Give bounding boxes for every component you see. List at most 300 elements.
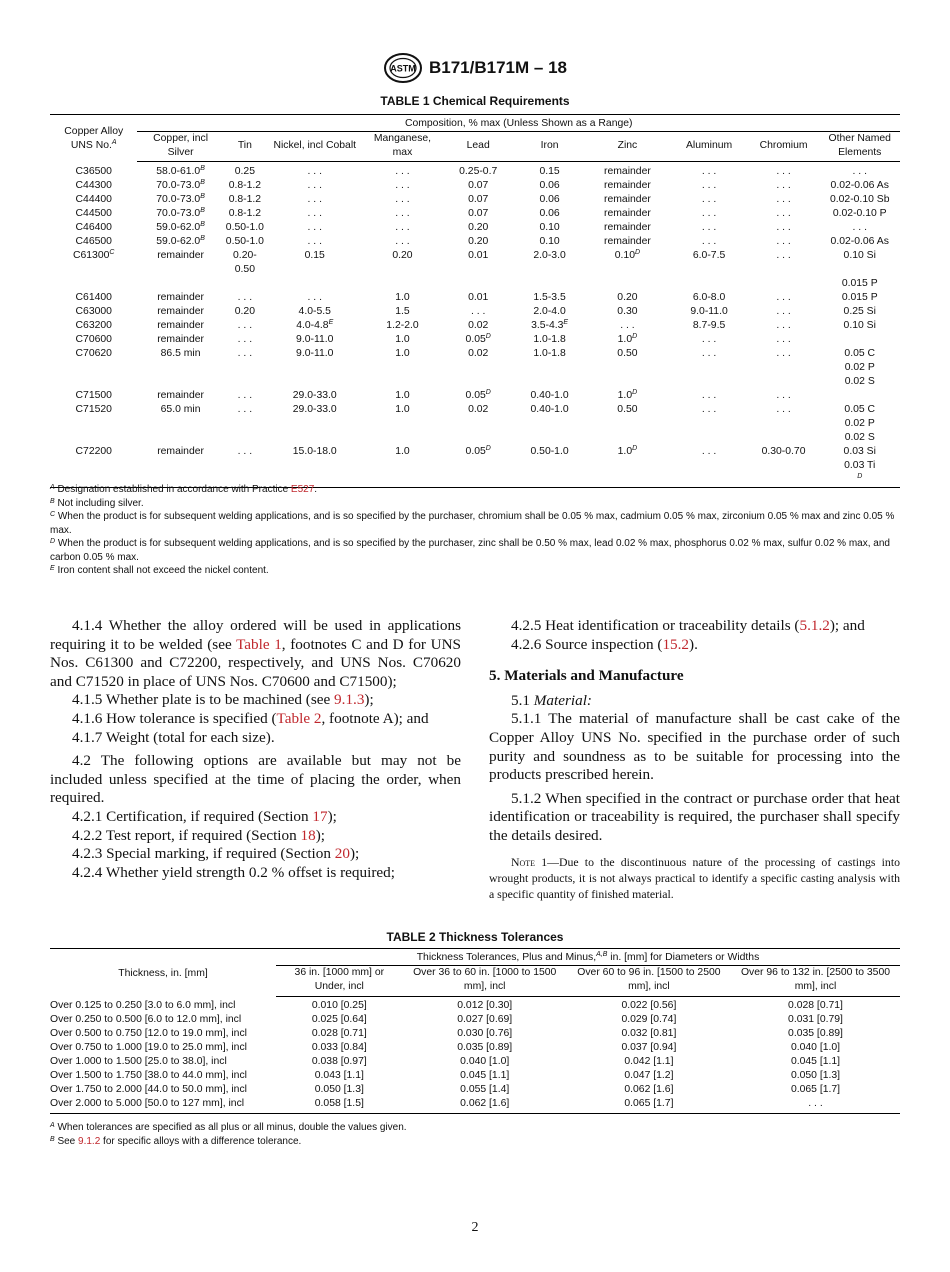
table1-cell: . . .	[237, 320, 253, 331]
table1-cell	[584, 417, 670, 431]
table1-cell	[671, 375, 748, 389]
alloy-cell: C71500	[75, 390, 112, 401]
table1-cell: remainder	[157, 334, 204, 345]
table1-cell	[748, 431, 820, 445]
table1-cell: 0.20	[468, 222, 489, 233]
table1-alloy-header: Copper Alloy UNS No.$^A$	[50, 115, 137, 162]
table1-cell: 0.02 P	[844, 362, 875, 373]
table1-cell: . . .	[701, 236, 717, 247]
table1-cell: 0.25 Si	[843, 306, 876, 317]
table1-cell: 2.0-4.0	[533, 306, 566, 317]
table2-thickness-header: Thickness, in. [mm]	[50, 949, 276, 997]
right-text-column	[489, 617, 900, 902]
table1-cell: 0.03 Ti	[844, 460, 876, 471]
table1-cell: 1.0-1.8	[533, 334, 566, 345]
table1-cell	[266, 361, 363, 375]
table1-col-header: Other Named Elements	[819, 132, 900, 162]
table1-cell	[671, 361, 748, 375]
table1-cell: . . .	[776, 194, 791, 205]
tolerance-cell: 0.062 [1.6]	[403, 1097, 567, 1114]
left-paragraph	[50, 827, 461, 846]
table1-cell: . . .	[776, 348, 791, 359]
table1-cell: 0.30	[617, 306, 638, 317]
tolerance-cell: 0.035 [0.89]	[457, 1042, 513, 1053]
table1-row	[50, 333, 900, 347]
table1-cell: remainder	[157, 250, 204, 261]
alloy-cell: C44500	[75, 208, 112, 219]
table1-row	[50, 347, 900, 361]
table1-col-header: Aluminum	[671, 132, 748, 162]
alloy-cell	[50, 431, 137, 445]
footnote-key: C	[50, 511, 56, 518]
table1-cell: 0.50-1.0	[530, 446, 569, 457]
tolerance-cell: . . .	[731, 1097, 900, 1114]
table1-row	[50, 291, 900, 305]
table1-cell: . . .	[237, 390, 253, 401]
table1-cell: $4.0-4.8^E$	[296, 319, 334, 331]
table1-cell: . . .	[852, 166, 867, 177]
table1-cell: 0.02-0.06 As	[830, 236, 889, 247]
tolerance-cell: 0.025 [0.64]	[311, 1014, 367, 1025]
alloy-cell	[50, 459, 137, 473]
tolerance-cell: 0.065 [1.7]	[790, 1084, 841, 1095]
table1-cell: remainder	[604, 222, 651, 233]
thickness-tolerances-table	[50, 948, 900, 1114]
table1-cell: 0.05 C	[844, 348, 876, 359]
table1-cell: remainder	[157, 446, 204, 457]
thickness-range-cell: Over 2.000 to 5.000 [50.0 to 127 mm], incl	[50, 1097, 276, 1114]
text-run: 4.2 The following options are available but may not be included unless specified at the time of placing the order, when required.	[50, 752, 461, 807]
table1-cell: 9.0-11.0	[296, 334, 334, 345]
table1-cell	[515, 361, 585, 375]
alloy-cell: C46500	[75, 236, 112, 247]
tolerance-cell: 0.022 [0.56]	[621, 1000, 677, 1011]
alloy-cell: C36500	[75, 165, 112, 177]
tolerance-cell: 0.012 [0.30]	[457, 1000, 513, 1011]
footnote-ref: E	[563, 319, 569, 326]
table1-cell: 0.40-1.0	[530, 404, 569, 415]
left-paragraph	[50, 617, 461, 691]
table1-cell: . . .	[307, 180, 322, 191]
table2-col-header: 36 in. [1000 mm] or Under, incl	[276, 966, 403, 997]
thickness-range-cell: Over 1.000 to 1.500 [25.0 to 38.0], incl	[50, 1056, 227, 1067]
table2-footnotes	[50, 1121, 900, 1148]
table1-cell: . . .	[237, 348, 253, 359]
chemical-requirements-table	[50, 114, 900, 488]
table1-cell: . . .	[395, 222, 410, 233]
cross-reference-link[interactable]: 9.1.3	[334, 691, 365, 709]
footnote-text-after: .	[314, 484, 318, 495]
table1-cell: . . .	[776, 306, 791, 317]
table1-cell: . . .	[701, 208, 717, 219]
table1-cell: . . .	[237, 446, 253, 457]
footnote-ref: C	[109, 249, 115, 256]
table1-cell: 0.20	[617, 292, 638, 303]
thickness-range-cell: Over 1.750 to 2.000 [44.0 to 50.0 mm], incl	[50, 1084, 247, 1095]
table1-cell	[515, 431, 585, 445]
footnote	[50, 1121, 900, 1135]
tolerance-cell: 0.032 [0.81]	[621, 1028, 677, 1039]
thickness-range-cell: Over 0.500 to 0.750 [12.0 to 19.0 mm], incl	[50, 1028, 247, 1039]
tolerance-cell: 0.040 [1.0]	[460, 1056, 510, 1067]
table2-row	[50, 1027, 900, 1041]
tolerance-cell: 0.028 [0.71]	[788, 1000, 843, 1011]
table1-caption: TABLE 1 Chemical Requirements	[380, 94, 570, 108]
table1-cell: remainder	[604, 194, 651, 205]
left-paragraph	[50, 691, 461, 710]
table1-cell: 1.2-2.0	[386, 320, 419, 331]
left-paragraph	[50, 845, 461, 864]
table1-cell: . . .	[307, 166, 322, 177]
table1-cell	[671, 417, 748, 431]
table1-cell: . . .	[776, 404, 791, 415]
astm-logo-icon	[383, 52, 423, 84]
footnote	[50, 483, 900, 497]
footnote-ref: B	[200, 221, 205, 228]
alloy-cell: C44300	[75, 180, 112, 191]
footnote-ref: D	[632, 389, 638, 396]
table1-row	[50, 305, 900, 319]
table1-cell	[224, 431, 266, 445]
table1-cell: 0.02-0.10 P	[832, 208, 887, 219]
table1-cell: . . .	[701, 348, 717, 359]
table1-col-header: Chromium	[748, 132, 820, 162]
table1-row	[50, 431, 900, 445]
table1-row	[50, 193, 900, 207]
table1-cell: 0.10	[539, 222, 560, 233]
tolerance-cell: 0.033 [0.84]	[311, 1042, 367, 1053]
table1-cell: . . .	[701, 404, 717, 415]
alloy-cell: C72200	[75, 446, 112, 457]
table2-caption: TABLE 2 Thickness Tolerances	[386, 930, 564, 944]
astm-logo-text: ASTM	[390, 63, 416, 74]
table1-cell: 1.5	[395, 306, 410, 317]
footnote	[50, 537, 900, 564]
table2-row	[50, 1041, 900, 1055]
tolerance-cell: 0.045 [1.1]	[460, 1070, 510, 1081]
tolerance-cell: 0.043 [1.1]	[314, 1070, 364, 1081]
table1-cell	[363, 375, 441, 389]
footnote-text-after: for specific alloys with a difference tolerance.	[100, 1135, 302, 1147]
footnote-ref: D	[635, 249, 641, 256]
thickness-range-cell: Over 0.250 to 0.500 [6.0 to 12.0 mm], incl	[50, 1014, 242, 1025]
table1-cell: 1.0	[395, 404, 410, 415]
table1-cell: 4.0-5.5	[298, 306, 331, 317]
table1-cell: 0.25	[234, 166, 255, 177]
tolerance-cell: 0.047 [1.2]	[624, 1070, 674, 1081]
tolerance-cell: 0.058 [1.5]	[276, 1097, 403, 1114]
para-4-2-6	[489, 636, 900, 655]
table1-cell: 1.0	[395, 446, 410, 457]
cross-reference-link[interactable]: 15.2	[662, 635, 690, 653]
table1-cell: 0.20	[234, 306, 255, 317]
table1-col-header: Copper, incl Silver	[137, 132, 223, 162]
text-run: );	[364, 691, 374, 709]
table2-row	[50, 1055, 900, 1069]
footnote-link[interactable]: 9.1.2	[78, 1135, 101, 1147]
table1-row	[50, 249, 900, 277]
footnote-ref: B	[200, 179, 205, 186]
table1-cell	[442, 459, 515, 473]
table1-cell	[266, 375, 363, 389]
table1-cell	[442, 361, 515, 375]
tolerance-cell: 0.010 [0.25]	[311, 1000, 367, 1011]
table1-cell: 1.0	[395, 292, 410, 303]
alloy-cell	[50, 375, 137, 389]
alloy-cell	[50, 417, 137, 431]
table1-cell: 9.0-11.0	[296, 348, 334, 359]
alloy-cell: C70600	[75, 334, 112, 345]
footnote-link[interactable]: E527	[290, 484, 315, 495]
table1-cell: $0.05^D$	[465, 333, 491, 345]
table2-row	[50, 1069, 900, 1083]
table1-cell: remainder	[157, 320, 204, 331]
tolerance-cell: 0.050 [1.3]	[314, 1084, 364, 1095]
table1-cell: . . .	[395, 194, 410, 205]
cross-reference-link[interactable]: 17	[312, 807, 328, 825]
table1-cell	[584, 361, 670, 375]
footnote-key: A	[50, 1122, 55, 1129]
table1-cell: 0.40-1.0	[530, 390, 569, 401]
table1-cell: 0.50	[617, 404, 638, 415]
table1-cell: . . .	[776, 390, 791, 401]
table1-cell	[584, 375, 670, 389]
alloy-cell: $C61300^C$	[73, 249, 115, 261]
table1-cell: $1.0^D$	[617, 333, 638, 345]
table1-cell: 0.20-0.50	[233, 250, 257, 275]
table1-col-header: Nickel, incl Cobalt	[266, 132, 363, 162]
table1-cell: 1.0	[395, 390, 410, 401]
table1-cell: . . .	[307, 222, 322, 233]
footnote-text: When tolerances are specified as all plus or all minus, double the values given.	[54, 1122, 407, 1133]
footnote-text: When the product is for subsequent welding applications, and is so specified by the purchaser, zinc shall be 0.50 % max, lead 0.02 % max, phosphorus 0.02 % max, sulfur 0.02 % max, and carbon 0.05 % max.	[50, 538, 890, 563]
table1-cell	[266, 417, 363, 431]
table1-cell: . . .	[776, 292, 791, 303]
table1-cell: . . .	[776, 166, 791, 177]
tolerance-cell: 0.045 [1.1]	[790, 1056, 841, 1067]
table1-cell: $0.05^D$	[465, 445, 491, 457]
table1-cell: 0.03 Si	[843, 446, 876, 457]
footnote	[50, 564, 900, 578]
table1-cell	[363, 459, 441, 473]
table1-cell: 0.20	[392, 250, 413, 261]
tolerance-cell: 0.035 [0.89]	[788, 1028, 843, 1039]
table1-cell: 29.0-33.0	[292, 390, 337, 401]
table1-cell: . . .	[701, 194, 717, 205]
tolerance-cell: 0.028 [0.71]	[311, 1028, 367, 1039]
table1-cell: . . .	[776, 320, 791, 331]
text-run: 4.2.1 Certification, if required (Section	[72, 807, 313, 825]
table1-row	[50, 162, 900, 180]
thickness-range-cell: Over 0.750 to 1.000 [19.0 to 25.0 mm], incl	[50, 1042, 247, 1053]
footnote-text: See	[54, 1135, 79, 1147]
table1-cell: remainder	[604, 208, 651, 219]
table1-cell: . . .	[395, 166, 410, 177]
footnote-key: A	[50, 484, 55, 491]
table1-cell: 1.0	[395, 348, 410, 359]
table1-cell	[137, 361, 223, 375]
para-4-2-5	[489, 617, 900, 636]
left-text-column	[50, 617, 461, 882]
footnote-ref: E	[328, 319, 334, 326]
text-run: 4.1.5 Whether plate is to be machined (see	[72, 691, 335, 709]
table1-cell	[515, 417, 585, 431]
table2-col-header: Over 36 to 60 in. [1000 to 1500 mm], incl	[403, 966, 567, 997]
table1-cell: 0.07	[468, 180, 489, 191]
text-run: );	[327, 807, 337, 825]
table1-cell: 0.15	[304, 250, 325, 261]
tolerance-cell: 0.029 [0.74]	[621, 1014, 677, 1025]
table1-cell: 0.15	[539, 166, 560, 177]
table1-col-header: Tin	[224, 132, 266, 162]
table1-cell: 0.06	[539, 208, 560, 219]
footnote	[50, 1135, 900, 1149]
table1-row	[50, 361, 900, 375]
table1-cell: remainder	[157, 306, 204, 317]
alloy-cell: C61400	[75, 292, 112, 303]
alloy-cell: C71520	[75, 404, 112, 415]
table1-cell: . . .	[776, 180, 791, 191]
footnote	[50, 497, 900, 511]
table1-cell: 0.07	[468, 208, 489, 219]
table1-cell: 1.0-1.8	[533, 348, 566, 359]
text-run: ).	[689, 635, 698, 653]
footnote-ref: D	[632, 333, 638, 340]
table1-cell: . . .	[776, 250, 791, 261]
table1-row	[50, 221, 900, 235]
table1-cell	[819, 389, 900, 403]
tolerance-cell: 0.027 [0.69]	[457, 1014, 513, 1025]
cross-reference-link[interactable]: Table 2	[276, 709, 322, 727]
table1-cell	[515, 375, 585, 389]
footnote-text: Iron content shall not exceed the nickel content.	[54, 565, 269, 576]
table1-cell	[137, 459, 223, 473]
table1-col-header: Iron	[515, 132, 585, 162]
table1-cell: . . .	[395, 180, 410, 191]
thickness-range-cell: Over 0.125 to 0.250 [3.0 to 6.0 mm], incl	[50, 999, 236, 1011]
table1-cell: $70.0-73.0^B$	[156, 207, 205, 219]
table1-row	[50, 235, 900, 249]
table1-cell: 1.5-3.5	[533, 292, 566, 303]
table1-cell: 0.06	[539, 194, 560, 205]
table1-row	[50, 319, 900, 333]
table1-cell: $1.0^D$	[617, 389, 638, 401]
table1-cell: 0.015 P	[841, 278, 878, 289]
table1-cell: $70.0-73.0^B$	[156, 179, 205, 191]
text-run: 4.1.7 Weight (total for each size).	[72, 728, 275, 746]
table2-row	[50, 1013, 900, 1027]
footnote-ref: D	[485, 445, 491, 452]
table1-cell: remainder	[157, 390, 204, 401]
table1-cell	[515, 277, 585, 291]
text-run: 4.2.5 Heat identification or traceability details (	[511, 617, 800, 634]
standard-designation: B171/B171M – 18	[429, 58, 567, 77]
footnote-ref: B	[200, 235, 205, 242]
table1-cell	[442, 431, 515, 445]
table1-row	[50, 375, 900, 389]
table1-cell	[671, 459, 748, 473]
table1-cell: 15.0-18.0	[292, 446, 337, 457]
table1-cell: 0.10	[539, 236, 560, 247]
text-run: ); and	[829, 617, 865, 634]
table1-cell: . . .	[776, 208, 791, 219]
alloy-cell	[50, 361, 137, 375]
cross-reference-link[interactable]: Table 1	[236, 635, 282, 653]
tolerance-cell: 0.037 [0.94]	[621, 1042, 677, 1053]
table1-row	[50, 417, 900, 431]
table1-cell	[363, 431, 441, 445]
table1-cell: . . .	[307, 208, 322, 219]
table1-cell: . . .	[852, 222, 867, 233]
table2-span-header: Thickness Tolerances, Plus and Minus,$^{A,B}$ in. [mm] for Diameters or Widths	[276, 949, 900, 966]
text-run: );	[349, 845, 360, 863]
cross-reference-link[interactable]: 5.1.2	[799, 617, 830, 634]
table1-cell: . . .	[776, 236, 791, 247]
footnote-key: B	[50, 1135, 55, 1143]
table1-cell: . . .	[701, 446, 717, 457]
table1-cell: . . .	[776, 222, 791, 233]
table1-row	[50, 445, 900, 459]
footnote-key: E	[50, 565, 55, 572]
table1-cell: 0.8-1.2	[228, 194, 262, 205]
table1-cell: . . .	[395, 208, 410, 219]
left-paragraph	[50, 729, 461, 748]
table1-cell	[224, 277, 266, 291]
table1-cell	[266, 277, 363, 291]
cross-reference-link[interactable]: 18	[300, 826, 316, 844]
table1-cell: 6.0-7.5	[692, 250, 726, 261]
table1-cell: 0.8-1.2	[228, 180, 262, 191]
table1-cell: 9.0-11.0	[690, 306, 728, 317]
table2-row	[50, 997, 900, 1014]
table2-row	[50, 1097, 900, 1114]
table1-cell	[748, 459, 820, 473]
table1-cell	[671, 277, 748, 291]
table1-cell: 0.50-1.0	[225, 236, 264, 247]
tolerance-cell: 0.050 [1.3]	[790, 1070, 841, 1081]
table1-cell: 0.01	[468, 250, 489, 261]
table1-cell: . . .	[701, 334, 717, 345]
table1-cell: 0.8-1.2	[228, 208, 262, 219]
text-run: , footnote A); and	[321, 709, 429, 727]
alloy-cell: C63200	[75, 320, 112, 331]
table1-row	[50, 277, 900, 291]
left-paragraph	[50, 710, 461, 729]
left-paragraph	[50, 864, 461, 883]
table1-row	[50, 389, 900, 403]
table1-cell: . . .	[307, 292, 322, 303]
text-run: , footnotes C and D for UNS Nos. C61300 and C72200, respectively, and UNS Nos. C70620 and C71520 in place of UNS Nos. C70600 and C71500);	[50, 635, 461, 690]
cross-reference-link[interactable]: 20	[334, 845, 350, 863]
note-1: Note 1—Due to the discontinuous nature of the processing of castings into wrought products, it is not always practical to identify a specific casting analysis with a specific quantity of finished material.	[489, 854, 900, 901]
table2-row	[50, 1083, 900, 1097]
table1-col-header: Lead	[442, 132, 515, 162]
footnote	[50, 510, 900, 537]
table1-cell: 1.0	[395, 334, 410, 345]
section-5-heading: 5. Materials and Manufacture	[489, 667, 684, 685]
table1-cell: 0.02	[468, 348, 489, 359]
tolerance-cell: 0.030 [0.76]	[457, 1028, 513, 1039]
table1-cell: $1.0^D$	[617, 445, 638, 457]
page-number: 2	[471, 1220, 479, 1235]
left-paragraph	[50, 808, 461, 827]
table1-cell: 0.25-0.7	[459, 166, 498, 177]
table1-cell: 0.05 C	[844, 404, 876, 415]
table1-cell: . . .	[776, 334, 791, 345]
text-run: 4.2.2 Test report, if required (Section	[72, 826, 301, 844]
table1-row	[50, 403, 900, 417]
text-run: );	[315, 826, 325, 844]
